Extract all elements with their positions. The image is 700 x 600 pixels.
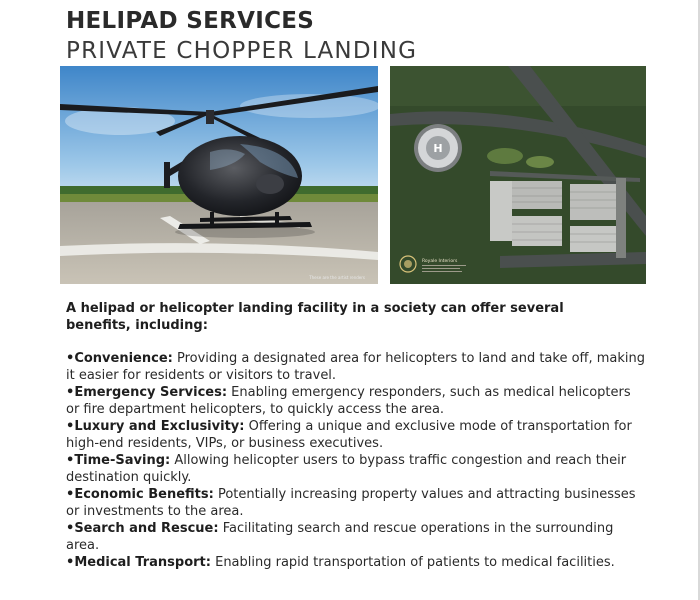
benefit-item (66, 350, 646, 384)
bullet-icon: • (66, 487, 75, 502)
benefit-item (66, 452, 646, 486)
benefit-term: Time-Saving: (74, 453, 171, 468)
benefit-term: Convenience: (74, 351, 173, 366)
benefit-item (66, 520, 646, 554)
benefit-description: Potentially increasing property values and attracting businesses or investments to the area. (66, 487, 636, 519)
svg-text:H: H (433, 142, 443, 155)
bullet-icon: • (66, 521, 75, 536)
benefit-term: Medical Transport: (74, 555, 211, 570)
benefit-term: Luxury and Exclusivity: (74, 419, 245, 434)
bullet-icon: • (66, 555, 75, 570)
page-title: HELIPAD SERVICES (66, 8, 315, 34)
benefits-list (66, 350, 646, 571)
page-subtitle: PRIVATE CHOPPER LANDING (66, 38, 418, 64)
benefit-description: Enabling rapid transportation of patients to medical facilities. (210, 555, 615, 570)
intro-paragraph: A helipad or helicopter landing facility in a society can offer several benefits, including: (66, 301, 564, 333)
benefit-description: Facilitating search and rescue operations in the surrounding area. (66, 521, 614, 553)
benefit-description: Allowing helicopter users to bypass traffic congestion and reach their destination quickly. (66, 453, 627, 485)
bullet-icon: • (66, 351, 75, 366)
site-plan-render (390, 66, 646, 284)
bullet-icon: • (66, 385, 75, 400)
benefit-term: Economic Benefits: (74, 487, 214, 502)
benefit-term: Emergency Services: (74, 385, 228, 400)
benefit-description: Providing a designated area for helicopters to land and take off, making it easier for residents or visitors to travel. (66, 351, 646, 383)
site-plan-icon (390, 66, 646, 284)
benefit-description: Enabling emergency responders, such as medical helicopters or fire department helicopters, to quickly access the area. (66, 385, 631, 417)
benefit-item (66, 486, 646, 520)
helicopter-photo (60, 66, 378, 284)
helicopter-icon (60, 66, 378, 284)
plan-logo-text: Royale Interiors (422, 259, 458, 264)
photo-caption: These are the artist renders (309, 275, 365, 280)
benefit-item (66, 418, 646, 452)
bullet-icon: • (66, 453, 75, 468)
benefit-item (66, 384, 646, 418)
benefit-term: Search and Rescue: (74, 521, 219, 536)
benefit-item (66, 554, 646, 571)
bullet-icon: • (66, 419, 75, 434)
benefit-description: Offering a unique and exclusive mode of transportation for high-end residents, VIPs, or business executives. (66, 419, 632, 451)
